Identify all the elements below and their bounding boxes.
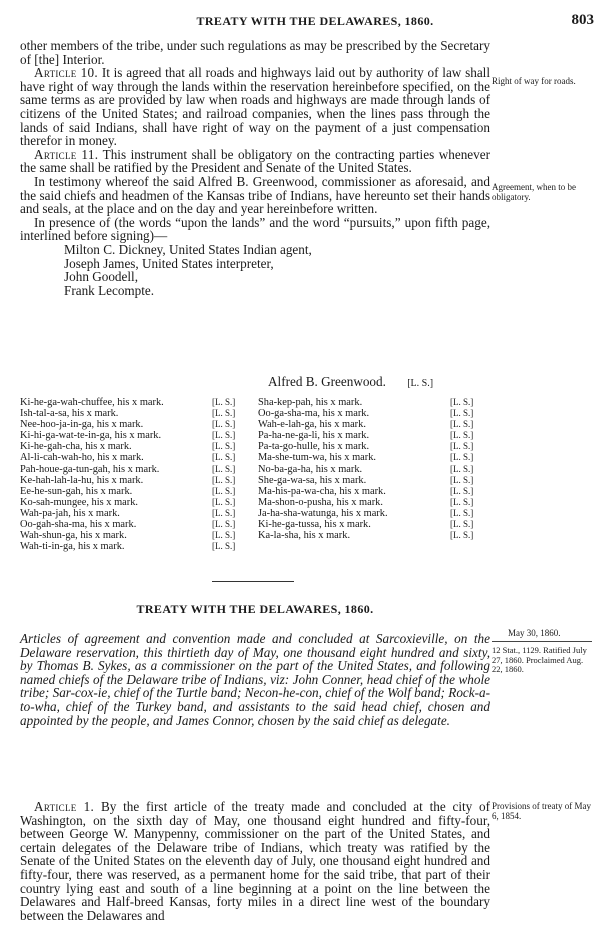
right-signature-row <box>258 397 483 408</box>
left-signature-row <box>20 541 255 552</box>
testimony-paragraph: In testimony whereof the said Alfred B. Greenwood, commissioner as aforesaid, and the said chiefs and headmen of the Kansas tribe of Indians, have hereunto set their hands and seals, at the place and on the day and year hereinbefore written. <box>20 173 490 217</box>
presence-paragraph: In presence of (the words “upon the lands” and the word “pursuits,” upon fifth page, interlined before signing)— <box>20 214 490 244</box>
seal-mark: [L. S.] <box>212 507 236 518</box>
signatory-name: She-ga-wa-sa, his x mark. <box>258 474 367 486</box>
signatory-name: Ki-hi-ga-wat-te-in-ga, his x mark. <box>20 430 162 442</box>
seal-mark: [L. S.] <box>450 397 474 407</box>
seal-mark: [L. S.] <box>212 485 236 496</box>
signatory-name: Ma-his-pa-wa-cha, his x mark. <box>258 485 386 497</box>
right-signature-row <box>258 408 483 419</box>
seal-mark: [L. S.] <box>450 452 474 463</box>
seal-mark: [L. S.] <box>450 519 474 530</box>
left-signature-row <box>20 430 255 441</box>
right-signature-row <box>258 530 483 541</box>
article-1-block <box>20 800 490 922</box>
seal-mark: [L. S.] <box>212 452 236 463</box>
signatory-name: Ish-tal-a-sa, his x mark. <box>20 408 119 420</box>
right-signature-row <box>258 508 483 519</box>
paragraph-continuation: other members of the tribe, under such regulations as may be prescribed by the Secretary of [the] Interior. <box>20 38 490 67</box>
left-signature-row <box>20 475 255 486</box>
article-1-label: Article 1. <box>34 799 95 814</box>
signatory-name: Ko-sah-mungee, his x mark. <box>20 496 139 508</box>
right-signature-row <box>258 419 483 430</box>
treaty-title: TREATY WITH THE DELAWARES, 1860. <box>136 602 374 616</box>
article-11 <box>20 148 490 175</box>
margin-note-stat: 12 Stat., 1129. Ratified July 27, 1860. Proclaimed Aug. 22, 1860. <box>492 645 587 675</box>
article-10 <box>20 66 490 148</box>
left-signature-row <box>20 408 255 419</box>
left-signature-row <box>20 497 255 508</box>
witness-1: Milton C. Dickney, United States Indian agent, <box>64 241 312 257</box>
signatory-name: Ma-shon-o-pusha, his x mark. <box>258 496 383 508</box>
right-signature-row <box>258 519 483 530</box>
article-10-label: Article 10. <box>34 65 99 81</box>
seal-mark: [L. S.] <box>212 441 236 452</box>
seal-mark: [L. S.] <box>212 430 236 441</box>
signature-list-right <box>258 397 483 541</box>
signatory-name: Ke-hah-lah-la-hu, his x mark. <box>20 474 144 486</box>
article-11-label: Article 11. <box>34 146 99 162</box>
left-signature-row <box>20 519 255 530</box>
seal-mark: [L. S.] <box>450 408 474 419</box>
left-signature-row <box>20 419 255 430</box>
margin-note-date: May 30, 1860. <box>508 628 561 638</box>
body-text-top <box>20 39 490 297</box>
left-signature-row <box>20 452 255 463</box>
treaty-preamble: Articles of agreement and convention made and concluded at Sarcoxieville, on the Delaware reservation, this thirtieth day of May, one thousand eight hundred and sixty, by Thomas B. Sykes, as a commissioner on the part of the United States, and following named chiefs of the Delaware tribe of Indians, viz: John Conner, head chief of the whole tribe; Sar-cox-ie, chief of the Turtle band; Necon-he-con, chief of the Wolf band; Rock-a-to-wha, chief of the Turkey band, and assistants to the said head chief, chosen and appointed by the people, and James Connor, chosen by the said chief as delegate. <box>20 631 490 728</box>
left-signature-row <box>20 397 255 408</box>
running-title: TREATY WITH THE DELAWARES, 1860. <box>196 14 434 28</box>
commissioner-seal: [L. S.] <box>407 378 434 389</box>
right-signature-row <box>258 441 483 452</box>
signatory-name: Oo-gah-sha-ma, his x mark. <box>20 519 137 531</box>
left-signature-row <box>20 508 255 519</box>
margin-note-provisions: Provisions of treaty of May 6, 1854. <box>492 801 591 821</box>
article-11-text: This instrument shall be obligatory on the contracting parties whenever the same shall be ratified by the President and Senate of the United States. <box>20 146 490 176</box>
signatory-name: Pa-ta-go-hulle, his x mark. <box>258 441 370 453</box>
witness-3: John Goodell, <box>64 269 138 285</box>
seal-mark: [L. S.] <box>450 496 474 507</box>
seal-mark: [L. S.] <box>212 496 236 507</box>
running-header <box>0 14 600 32</box>
article-1 <box>20 800 490 922</box>
left-signature-row <box>20 530 255 541</box>
seal-mark: [L. S.] <box>450 430 474 441</box>
signatory-name: No-ba-ga-ha, his x mark. <box>258 463 363 475</box>
signatory-name: Ee-he-sun-gah, his x mark. <box>20 485 133 497</box>
signatory-name: Wah-shun-ga, his x mark. <box>20 530 127 542</box>
margin-note-right-of-way: Right of way for roads. <box>492 76 576 86</box>
seal-mark: [L. S.] <box>450 530 474 541</box>
commissioner-signature <box>268 374 433 390</box>
margin-date-rule <box>492 641 592 642</box>
signatory-name: Ma-she-tum-wa, his x mark. <box>258 452 377 464</box>
right-signature-row <box>258 475 483 486</box>
seal-mark: [L. S.] <box>450 419 474 430</box>
right-signature-row <box>258 464 483 475</box>
seal-mark: [L. S.] <box>450 441 474 452</box>
signatory-name: Pah-houe-ga-tun-gah, his x mark. <box>20 463 160 475</box>
signatory-name: Ki-he-gah-cha, his x mark. <box>20 441 132 453</box>
seal-mark: [L. S.] <box>212 408 236 419</box>
signatory-name: Ki-he-ga-tussa, his x mark. <box>258 519 371 531</box>
witness-4: Frank Lecompte. <box>64 282 155 298</box>
right-signature-row <box>258 486 483 497</box>
seal-mark: [L. S.] <box>212 474 236 485</box>
signatory-name: Ja-ha-sha-watunga, his x mark. <box>258 507 388 519</box>
page-number: 803 <box>571 12 594 28</box>
article-10-text: It is agreed that all roads and highways laid out by authority of law shall have right of way through the lands within the reservation hereinbefore specified, on the same terms as are provided by law when roads and highways are made through lands of citizens of the United States; and railroad companies, when the lines pass through the lands of said Indians, shall have right of way on the payment of a just compensation therefor in money. <box>20 65 491 149</box>
signatory-name: Pa-ha-ne-ga-li, his x mark. <box>258 430 370 442</box>
seal-mark: [L. S.] <box>450 474 474 485</box>
margin-note-agreement: Agreement, when to be obligatory. <box>492 182 576 202</box>
signatory-name: Al-li-cah-wah-ho, his x mark. <box>20 452 144 464</box>
left-signature-row <box>20 464 255 475</box>
seal-mark: [L. S.] <box>450 463 474 474</box>
right-signature-row <box>258 430 483 441</box>
signatory-name: Sha-kep-pah, his x mark. <box>258 397 363 408</box>
seal-mark: [L. S.] <box>450 485 474 496</box>
signature-list-left <box>20 397 255 552</box>
article-1-text: By the first article of the treaty made and concluded at the city of Washington, on the sixth day of May, one thousand eight hundred and fifty-four, between George W. Manypenny, commissioner on the part of the United States, and certain delegates of the Delaware tribe of Indians, which treaty was ratified by the Senate of the United States on the eleventh day of July, one thousand eight hundred and fifty-four, there was reserved, as a permanent home for the said tribe, that part of their country lying east and south of a line beginning at a point on the line between the Delawares and Half-breed Kansas, forty miles in a direct line west of the boundary between the Delawares and <box>20 799 491 923</box>
witness-2: Joseph James, United States interpreter, <box>64 255 274 271</box>
section-divider <box>212 581 294 582</box>
seal-mark: [L. S.] <box>212 541 236 552</box>
right-signature-row <box>258 452 483 463</box>
seal-mark: [L. S.] <box>212 530 236 541</box>
signatory-name: Nee-hoo-ja-in-ga, his x mark. <box>20 419 144 431</box>
signatory-name: Wah-pa-jah, his x mark. <box>20 507 120 519</box>
commissioner-name: Alfred B. Greenwood. <box>268 374 386 389</box>
seal-mark: [L. S.] <box>212 519 236 530</box>
seal-mark: [L. S.] <box>212 397 236 407</box>
seal-mark: [L. S.] <box>450 507 474 518</box>
left-signature-row <box>20 486 255 497</box>
signatory-name: Wah-e-lah-ga, his x mark. <box>258 419 366 431</box>
right-signature-row <box>258 497 483 508</box>
signatory-name: Ki-he-ga-wah-chuffee, his x mark. <box>20 397 164 408</box>
signatory-name: Oo-ga-sha-ma, his x mark. <box>258 408 370 420</box>
left-signature-row <box>20 441 255 452</box>
seal-mark: [L. S.] <box>212 419 236 430</box>
signatory-name: Ka-la-sha, his x mark. <box>258 530 351 542</box>
seal-mark: [L. S.] <box>212 463 236 474</box>
signatory-name: Wah-ti-in-ga, his x mark. <box>20 541 125 553</box>
